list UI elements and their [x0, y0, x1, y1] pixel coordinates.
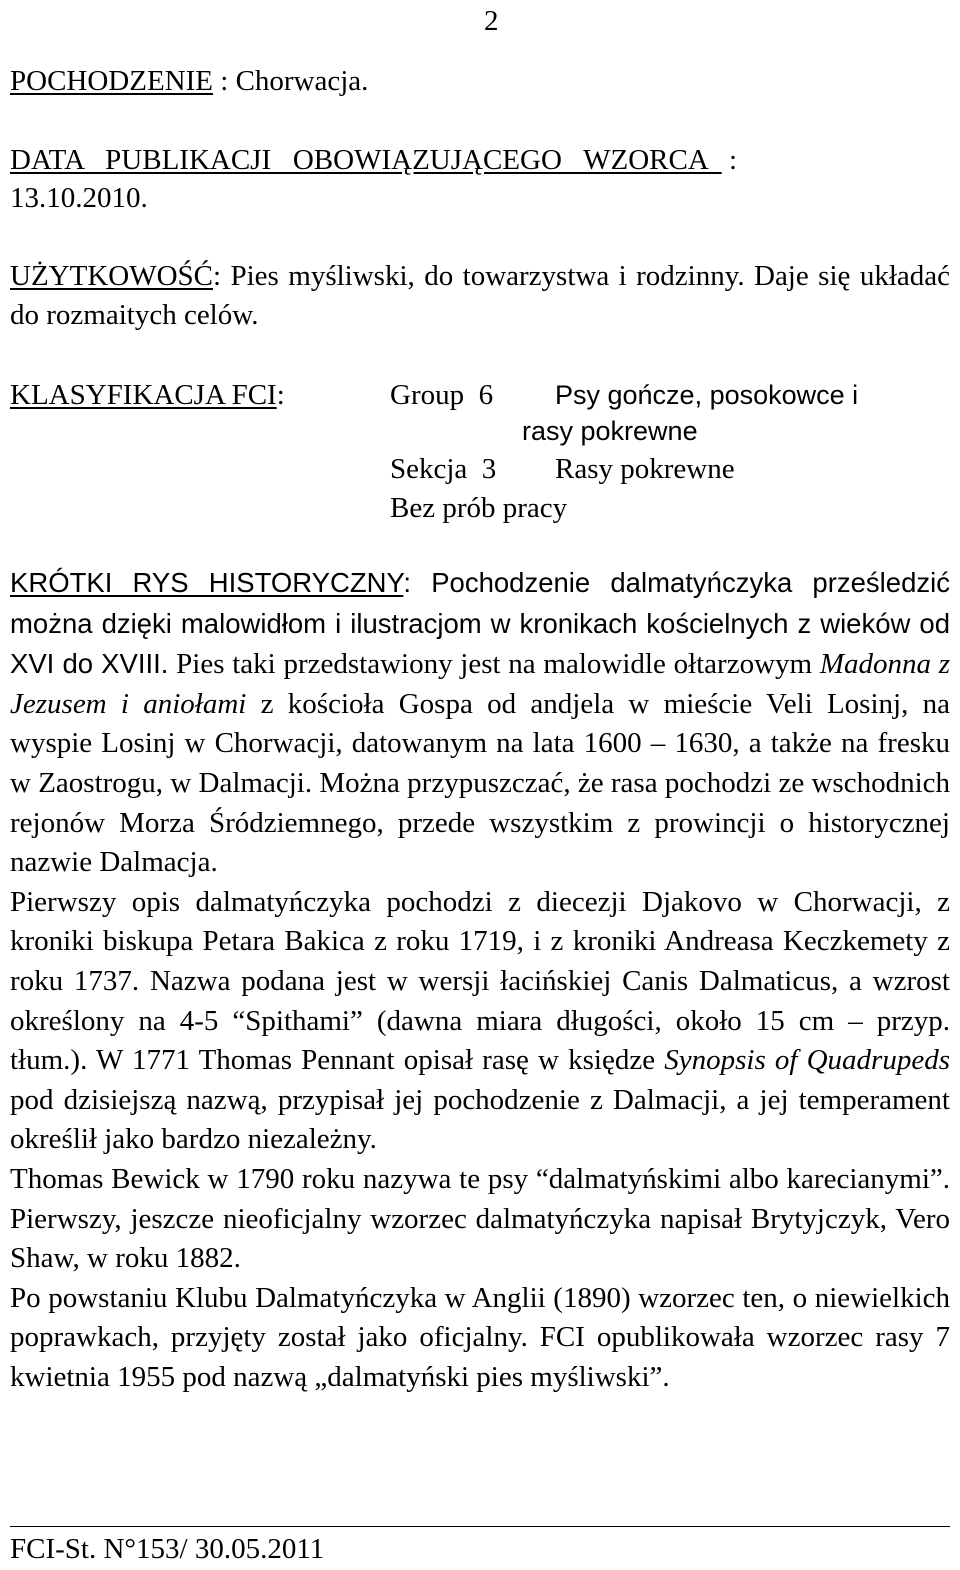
publication-value-line [10, 179, 950, 218]
origin-value: Chorwacja. [235, 65, 369, 97]
fci-classification-label: KLASYFIKACJA FCI [10, 379, 277, 411]
history-paragraph-1-text-b: z kościoła Gospa od andjela w mieście Veli Losinj, na wyspie Losinj w Chorwacji, datowanym na lata 1600 – 1630, a także na fresku w Zaostrogu, w Dalmacji. Można przypuszczać, że rasa pochodzi ze wschodnich rejonów Morza Śródziemnego, przede wszystkim z prowincji o historycznej nazwie Dalmacja. [10, 687, 950, 879]
book-title: Synopsis of Quadrupeds [664, 1044, 951, 1077]
history-paragraph-2-text-b: pod dzisiejszą nazwą, przypisał jej pochodzenie z Dalmacji, a jej temperament określił jako bardzo niezależny. [10, 1083, 950, 1156]
utilization-value: Pies myśliwski, do towarzystwa i rodzinny. Daje się układać do rozmaitych celów. [10, 260, 950, 331]
history-section [10, 563, 950, 1397]
history-paragraph-4: Po powstaniu Klubu Dalmatyńczyka w Anglii (1890) wzorzec ten, o niewielkich poprawkach, przyjęty został jako oficjalny. FCI opublikowała wzorzec rasy 7 kwietnia 1955 pod nazwą „dalmatyński pies myśliwski”. [10, 1281, 950, 1393]
history-paragraph-1 [10, 563, 950, 883]
fci-section-label: Sekcja 3 [390, 453, 497, 485]
origin-separator: : [213, 65, 236, 97]
fci-group-label: Group 6 [390, 379, 494, 411]
fci-group-description-line-2: rasy pokrewne [522, 416, 698, 446]
publication-value: 13.10.2010. [10, 182, 148, 214]
page-number: 2 [484, 5, 499, 37]
origin-label: POCHODZENIE [10, 65, 213, 97]
footer-standard-reference: FCI-St. N°153/ 30.05.2011 [10, 1533, 325, 1565]
history-paragraph-1-text-a: Pies taki przedstawiony jest na malowidle ołtarzowym [168, 648, 820, 681]
utilization-separator: : [213, 260, 231, 292]
fci-classification-row-3 [10, 450, 950, 490]
publication-line [10, 141, 950, 180]
origin-line [10, 62, 950, 101]
altar-painting-title: Madonna z Jezusem i aniołami [10, 648, 950, 720]
footer-divider [10, 1526, 950, 1527]
utilization-label: UŻYTKOWOŚĆ [10, 260, 213, 292]
fci-classification-row-4 [10, 489, 950, 529]
publication-separator: : [721, 144, 745, 176]
history-paragraph-1-intro: Pochodzenie dalmatyńczyka prześledzić można dzięki malowidłom i ilustracjom w kronikach kościelnych z wieków od XVI do XVIII. [10, 567, 950, 680]
history-paragraph-2-text-a: Pierwszy opis dalmatyńczyka pochodzi z diecezji Djakovo w Chorwacji, z kroniki biskupa Petara Bakica z roku 1719, i z kroniki Andreasa Keczkemety z roku 1737. Nazwa podana jest w wersji łacińskiej Canis Dalmaticus, a wzrost określony na 4-5 “Spithami” (dawna miara długości, około 15 cm – przyp. tłum.). W 1771 Thomas Pennant opisał rasę w księdze [10, 885, 950, 1077]
fci-classification-line [10, 376, 285, 415]
publication-label: DATA PUBLIKACJI OBOWIĄZUJĄCEGO WZORCA [10, 144, 722, 176]
history-label: KRÓTKI RYS HISTORYCZNY [10, 567, 404, 598]
history-paragraph-2 [10, 883, 950, 1160]
fci-group-description-line-1: Psy gończe, posokowce i [555, 380, 859, 410]
fci-classification-row-2 [10, 412, 950, 452]
utilization-block [10, 257, 950, 334]
history-separator: : [403, 567, 432, 598]
fci-working-trial: Bez prób pracy [390, 492, 568, 524]
fci-classification-row-1 [10, 376, 950, 416]
history-paragraph-3: Thomas Bewick w 1790 roku nazywa te psy “dalmatyńskimi albo karecianymi”. Pierwszy, jeszcze nieoficjalny wzorzec dalmatyńczyka napisał Brytyjczyk, Vero Shaw, w roku 1882. [10, 1162, 950, 1275]
fci-classification-separator: : [276, 379, 285, 411]
fci-section-description: Rasy pokrewne [555, 453, 735, 485]
